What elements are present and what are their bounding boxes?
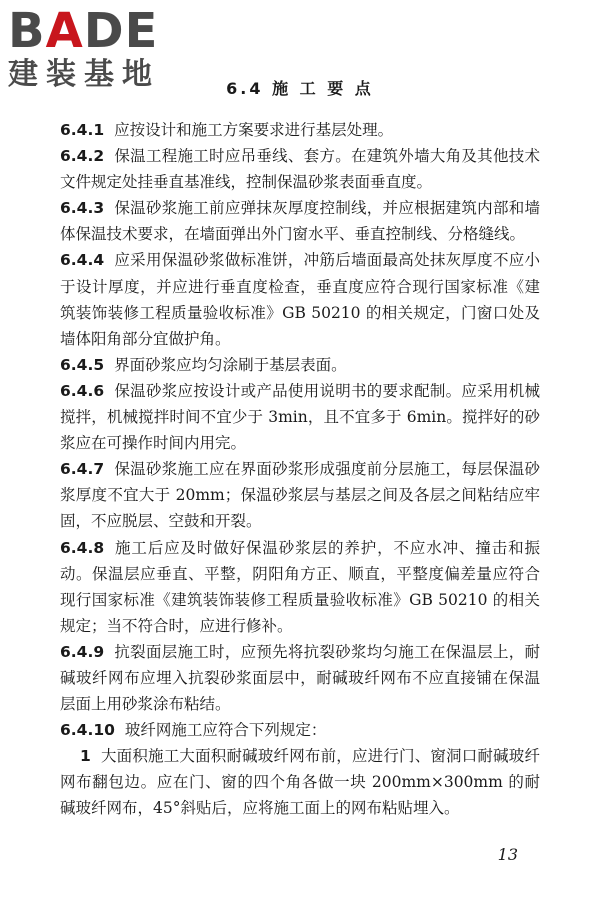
- section-heading: 施 工 要 点: [272, 79, 374, 98]
- item-number: 1: [80, 747, 91, 766]
- clause-number: 6.4.7: [60, 460, 105, 479]
- clause-6-4-8: [60, 535, 540, 639]
- section-title: [0, 76, 600, 99]
- clause-6-4-4: [60, 247, 540, 351]
- clause-6-4-1: [60, 117, 540, 143]
- clause-text: 应采用保温砂浆做标准饼，冲筋后墙面最高处抹灰厚度不应小于设计厚度，并应进行垂直度检查，垂直度应符合现行国家标准《建筑装饰装修工程质量验收标准》GB 50210 的相关规定，门窗口处及墙体阳角部分宜做护角。: [60, 251, 540, 348]
- clause-text: 抗裂面层施工时，应预先将抗裂砂浆均匀施工在保温层上，耐碱玻纤网布应埋入抗裂砂浆面层中，耐碱玻纤网布不应直接铺在保温层面上用砂浆涂布粘结。: [60, 642, 540, 714]
- clause-number: 6.4.5: [60, 355, 105, 374]
- clause-6-4-2: [60, 143, 540, 195]
- clause-text: 保温砂浆施工应在界面砂浆形成强度前分层施工，每层保温砂浆厚度不宜大于 20mm；保温砂浆层与基层之间及各层之间粘结应牢固，不应脱层、空鼓和开裂。: [60, 460, 540, 531]
- clause-number: 6.4.6: [60, 381, 105, 400]
- clause-text: 应按设计和施工方案要求进行基层处理。: [114, 121, 394, 139]
- clause-text: 玻纤网施工应符合下列规定：: [124, 721, 327, 740]
- clause-6-4-3: [60, 195, 540, 247]
- clause-text: 保温砂浆施工前应弹抹灰厚度控制线，并应根据建筑内部和墙体保温技术要求，在墙面弹出外门窗水平、垂直控制线、分格缝线。: [60, 199, 540, 244]
- clause-number: 6.4.9: [60, 642, 105, 661]
- clause-list: [60, 117, 540, 822]
- item-text: 大面积施工大面积耐碱玻纤网布前，应进行门、窗洞口耐碱玻纤网布翻包边。应在门、窗的四个角各做一块 200mm×300mm 的耐碱玻纤网布，45°斜贴后，应将施工面上的网布粘贴埋入。: [60, 747, 540, 818]
- logo-subtitle: 建装基地: [8, 57, 160, 92]
- clause-6-4-10: [60, 717, 540, 743]
- clause-6-4-6: [60, 378, 540, 456]
- page-number: 13: [497, 845, 518, 864]
- clause-6-4-7: [60, 456, 540, 534]
- clause-6-4-5: [60, 352, 540, 378]
- clause-number: 6.4.3: [60, 199, 105, 218]
- logo-wordmark: BADE: [8, 3, 159, 59]
- clause-number: 6.4.4: [60, 251, 105, 270]
- section-number: 6.4: [226, 79, 264, 98]
- clause-number: 6.4.10: [60, 721, 115, 740]
- clause-6-4-9: [60, 639, 540, 717]
- list-item: [60, 743, 540, 821]
- clause-text: 保温砂浆应按设计或产品使用说明书的要求配制。应采用机械搅拌，机械搅拌时间不宜少于 3min，且不宜多于 6min。搅拌好的砂浆应在可操作时间内用完。: [60, 381, 540, 453]
- clause-number: 6.4.1: [60, 121, 105, 139]
- clause-text: 保温工程施工时应吊垂线、套方。在建筑外墙大角及其他技术文件规定处挂垂直基准线，控制保温砂浆表面垂直度。: [60, 147, 540, 192]
- clause-number: 6.4.2: [60, 147, 105, 166]
- clause-text: 施工后应及时做好保温砂浆层的养护，不应水冲、撞击和振动。保温层应垂直、平整，阴阳角方正、顺直，平整度偏差量应符合现行国家标准《建筑装饰装修工程质量验收标准》GB 50210 的相关规定；当不符合时，应进行修补。: [60, 538, 540, 635]
- clause-number: 6.4.8: [60, 538, 105, 557]
- clause-text: 界面砂浆应均匀涂刷于基层表面。: [114, 355, 347, 374]
- logo-accent-letter: A: [45, 3, 84, 59]
